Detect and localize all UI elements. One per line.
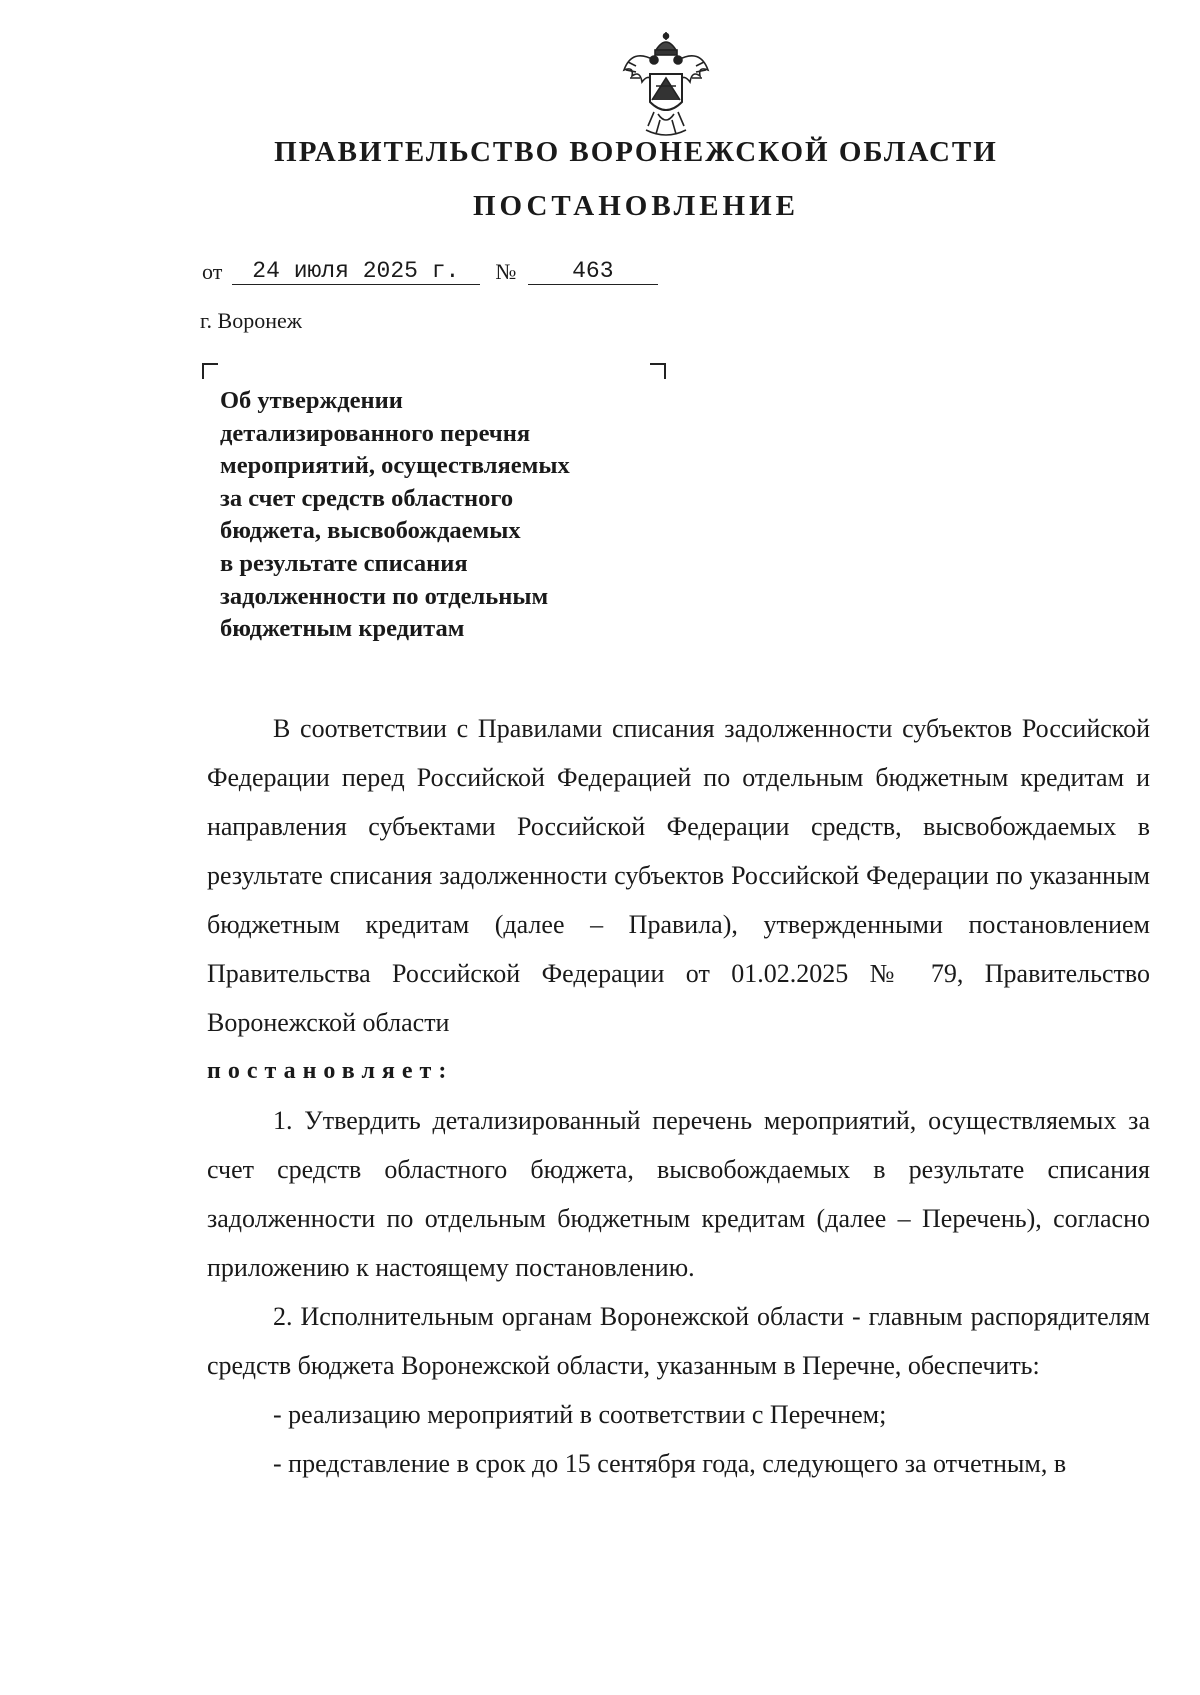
decides-keyword: постановляет: (207, 1058, 454, 1084)
item-1-paragraph: 1. Утвердить детализированный перечень мероприятий, осуществляемых за счет средств областного бюджета, высвобождаемых в результате списания задолженности по отдельным бюджетным кредитам (далее – Перечень), согласно приложению к настоящему постановлению. (207, 1106, 1150, 1282)
document-date: 24 июля 2025 г. (232, 258, 480, 285)
organization-title: ПРАВИТЕЛЬСТВО ВОРОНЕЖСКОЙ ОБЛАСТИ (274, 136, 998, 168)
preamble-paragraph: В соответствии с Правилами списания задолженности субъектов Российской Федерации перед Российской Федерацией по отдельным бюджетным кредитам и направления субъектами Российской Федерации средств, высвобождаемых в результате списания задолженности субъектов Российской Федерации по указанным бюджетным кредитам (далее – Правила), утвержденными постановлением Правительства Российской Федерации от 01.02.2025 № 79, Правительство Воронежской области (207, 714, 1150, 1037)
number-label: № (495, 259, 517, 284)
document-type-title: ПОСТАНОВЛЕНИЕ (472, 190, 799, 222)
document-body (207, 704, 1150, 1488)
subject-line: детализированного перечня (220, 419, 531, 447)
date-from-label: от (202, 259, 223, 284)
coat-of-arms-emblem (618, 30, 714, 140)
subject-line: задолженности по отдельным (220, 582, 549, 610)
bullet-paragraph: - реализацию мероприятий в соответствии с Перечнем; (273, 1400, 887, 1429)
bullet-paragraph: - представление в срок до 15 сентября года, следующего за отчетным, в (273, 1449, 1067, 1478)
city-label: г. Воронеж (200, 308, 302, 333)
subject-line: за счет средств областного (220, 484, 514, 512)
subject-line: Об утверждении (220, 387, 403, 414)
subject-line: в результате списания (220, 549, 468, 577)
item-2-paragraph: 2. Исполнительным органам Воронежской области - главным распорядителям средств бюджета Воронежской области, указанным в Перечне, обеспечить: (207, 1302, 1150, 1380)
date-number-line (202, 258, 658, 285)
subject-line: мероприятий, осуществляемых (220, 452, 570, 480)
subject-bracket-left (202, 363, 218, 379)
document-number: 463 (528, 258, 658, 285)
subject-heading (220, 385, 660, 646)
subject-line: бюджетным кредитам (220, 615, 465, 643)
subject-line: бюджета, высвобождаемых (220, 517, 521, 545)
subject-bracket-right (650, 363, 666, 379)
